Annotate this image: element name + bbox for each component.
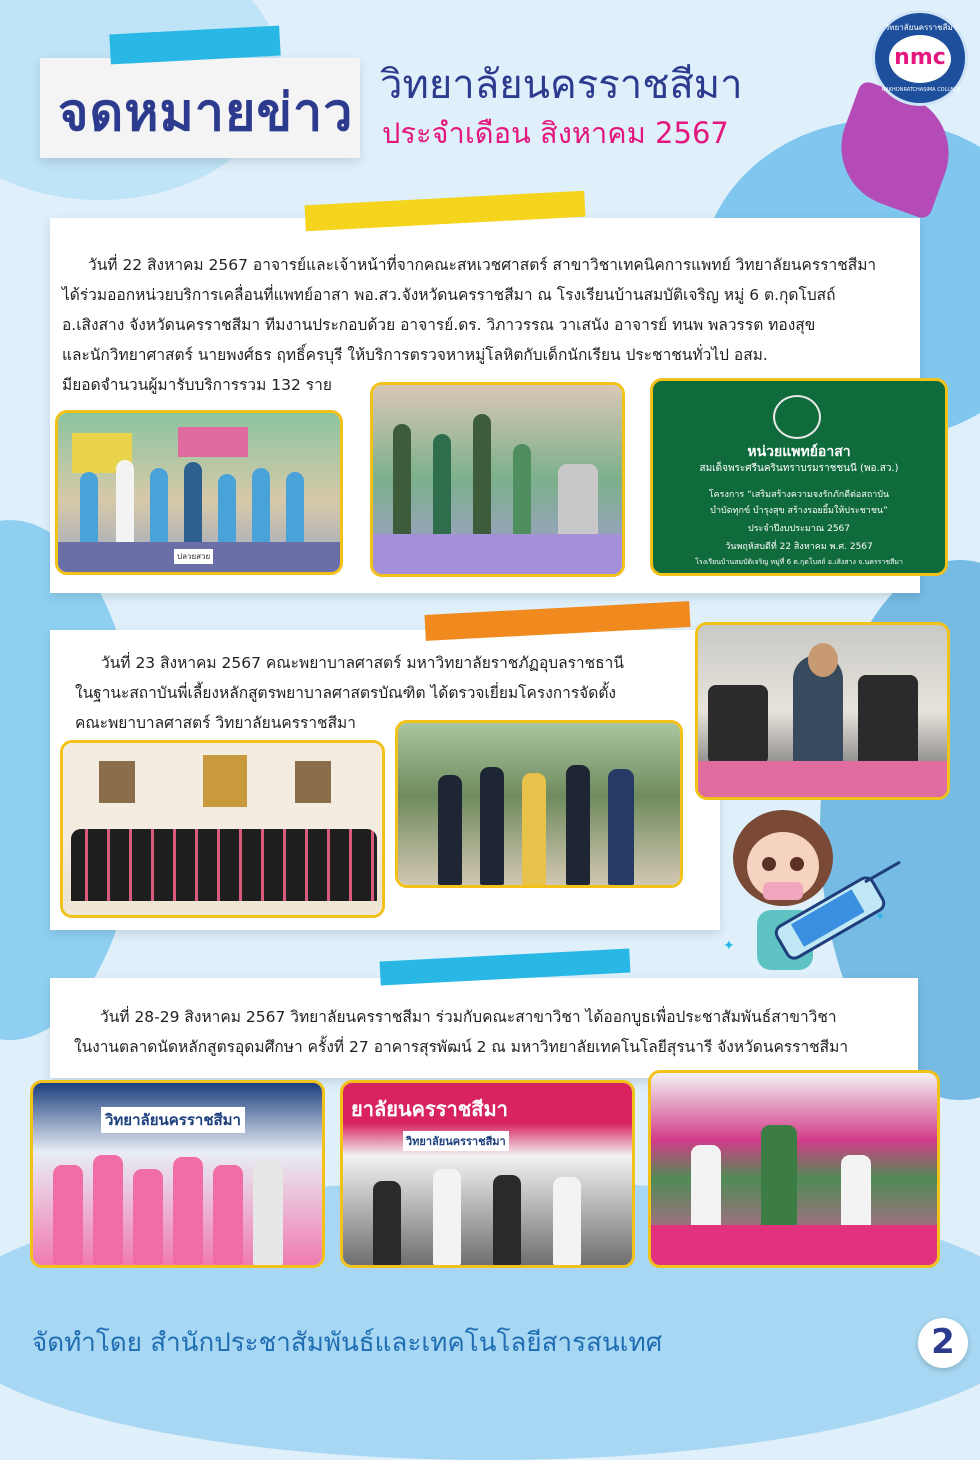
banner-budget: ประจำปีงบประมาณ 2567 (747, 524, 850, 534)
banner-place: โรงเรียนบ้านสมบัติเจริญ หมู่ที่ 6 ต.กุดโบสถ์ อ.เสิงสาง จ.นครราชสีมา (695, 558, 903, 566)
svg-text:✦: ✦ (723, 938, 735, 954)
booth-sign-2: ยาลัยนครราชสีมา (351, 1097, 508, 1121)
college-name: วิทยาลัยนครราชสีมา (380, 62, 743, 108)
section3-text (74, 1002, 848, 1062)
section3-line-1: วันที่ 28-29 สิงหาคม 2567 วิทยาลัยนครราชสีมา ร่วมกับคณะสาขาวิชา ได้ออกบูธเพื่อประชาสัมพันธ์สาขาวิชา (100, 1008, 837, 1026)
section2-line-2: ในฐานะสถาบันพี่เลี้ยงหลักสูตรพยาบาลศาสตรบัณฑิต ได้ตรวจเยี่ยมโครงการจัดตั้ง (75, 684, 616, 702)
section1-line-4: และนักวิทยาศาสตร์ นายพงศ์ธร ฤทธิ์ครบุรี ให้บริการตรวจหาหมู่โลหิตกับเด็กนักเรียน ประชาชนทั่วไป อสม. (62, 346, 768, 364)
banner-date: วันพฤหัสบดีที่ 22 สิงหาคม พ.ศ. 2567 (725, 542, 873, 552)
photo-booth-demo (648, 1070, 940, 1268)
booth-sign-1: วิทยาลัยนครราชสีมา (101, 1107, 245, 1133)
college-logo (872, 10, 968, 106)
banner-emblem (773, 395, 821, 439)
photo-staff-group (55, 410, 343, 575)
section2-line-1: วันที่ 23 สิงหาคม 2567 คณะพยาบาลศาสตร์ มหาวิทยาลัยราชภัฏอุบลราชธานี (101, 654, 624, 672)
issue-month: ประจำเดือน สิงหาคม 2567 (382, 116, 729, 150)
section2-line-3: คณะพยาบาลศาสตร์ วิทยาลัยนครราชสีมา (75, 714, 356, 732)
page-number-badge (918, 1318, 968, 1368)
page-number: 2 (931, 1322, 955, 1362)
photo-meeting (695, 622, 950, 800)
section1-line-5: มียอดจำนวนผู้มารับบริการรวม 132 ราย (62, 376, 332, 394)
banner-project-2: บำบัดทุกข์ บำรุงสุข สร้างรอยยิ้มให้ประชาชน” (710, 506, 888, 516)
photo-blood-test (370, 382, 625, 577)
section1-line-3: อ.เสิงสาง จังหวัดนครราชสีมา ทีมงานประกอบด้วย อาจารย์.ดร. วิภาวรรณ วาเสนัง อาจารย์ ทนพ พลวรรต ทองสุข (62, 316, 816, 334)
photo-walking-visit (395, 720, 683, 888)
section1-line-2: ได้ร่วมออกหน่วยบริการเคลื่อนที่แพทย์อาสา พอ.สว.จังหวัดนครราชสีมา ณ โรงเรียนบ้านสมบัติเจริญ หมู่ 6 ต.กุดโบสถ์ (62, 286, 836, 304)
logo-arc-text: วิทยาลัยนครราชสีมา (884, 23, 958, 32)
photo-sign: ปลวยสวย (174, 549, 213, 564)
banner-project-1: โครงการ “เสริมสร้างความจงรักภักดีต่อสถาบัน (708, 490, 890, 500)
section3-line-2: ในงานตลาดนัดหลักสูตรอุดมศึกษา ครั้งที่ 27 อาคารสุรพัฒน์ 2 ณ มหาวิทยาลัยเทคโนโลยีสุรนารี จังหวัดนครราชสีมา (74, 1038, 849, 1056)
banner-subtitle: สมเด็จพระศรีนครินทราบรมราชชนนี (พอ.สว.) (699, 463, 899, 474)
photo-booth-group (30, 1080, 325, 1268)
banner-title: หน่วยแพทย์อาสา (747, 444, 851, 460)
logo-monogram: nmc (894, 45, 946, 70)
booth-sign-3: วิทยาลัยนครราชสีมา (403, 1131, 509, 1151)
svg-text:✦: ✦ (875, 909, 886, 923)
photo-volunteer-banner (650, 378, 948, 576)
photo-booth-crowd (340, 1080, 635, 1268)
logo-sub-text: NAKHONRATCHASIMA COLLEGE (881, 87, 961, 93)
footer-credit: จัดทำโดย สำนักประชาสัมพันธ์และเทคโนโลยีสารสนเทศ (32, 1328, 663, 1358)
nurse-with-syringe-illustration (705, 800, 905, 980)
newsletter-title: จดหมายข่าว (58, 83, 354, 143)
photo-group-portrait (60, 740, 385, 918)
section1-line-1: วันที่ 22 สิงหาคม 2567 อาจารย์และเจ้าหน้าที่จากคณะสหเวชศาสตร์ สาขาวิชาเทคนิคการแพทย์ วิทยาลัยนครราชสีมา (88, 256, 877, 274)
